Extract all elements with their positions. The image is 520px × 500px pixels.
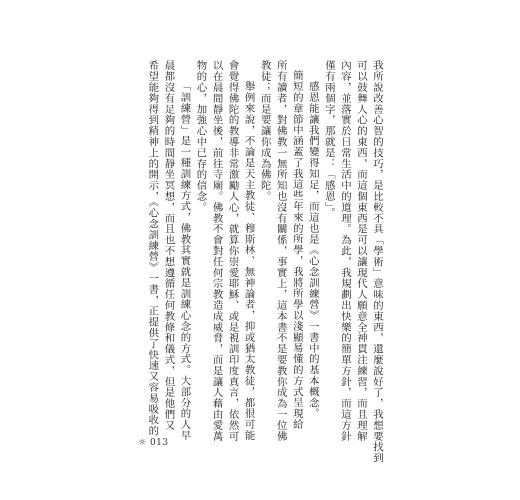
text-column: 僅有兩個字，那就是：「感恩」。 [322, 60, 335, 219]
text-column: 我所說改善心智的技巧，是比較不具「學術」意味的東西，還麼說好了，我想要找到 [371, 60, 383, 464]
text-column: 教徒；而是要讓你成為佛陀。 [258, 60, 271, 202]
page-footer [138, 438, 169, 448]
text-column: 感恩能讓我們變得知足，而這也是《心念訓練營》一書中的基本概念。 [306, 81, 319, 419]
text-column: 「訓練營」是一種訓練方式，佛教其實就是訓練心念的方式。大部分的人早 [178, 81, 191, 441]
text-column: 內容，並落實於日常生活中的道理。為此，我規劃出快樂的簡單方針，而這方針 [338, 60, 351, 442]
text-column: 晨都沒有足夠的時間靜坐冥想，而且也不想遵循任何教條和儀式，但是他們又 [162, 60, 175, 431]
text-column: 會覺得佛陀的教導非常激勵人心，就算你崇愛耶穌、或是視訓印度真言，依然可 [226, 60, 239, 442]
text-column: 以在晨間靜坐後，前往寺廟。佛教不會對任何宗教造成威脅，而是讓人藉由愛萬 [210, 60, 223, 442]
decorative-sun-icon: ☼ [138, 438, 147, 448]
text-column: 舉例來說，不論是天主教徒、穆斯林、無神論者，抑或猶太教徒，都很可能 [242, 81, 255, 441]
text-column: 物的心，加強心中已存的信念。 [194, 60, 207, 213]
text-column: 可以鼓舞人心的東西，而這個東西是可以讓現代人願意全神貫注練習，而且理解 [354, 60, 367, 442]
page-number: 013 [149, 438, 169, 448]
text-column: 所有讀者，對佛教一無所知也沒有關係，事實上，這本書不是要教你成為一位佛 [274, 60, 287, 442]
text-column: 希望能夠得到精神上的開示，《心念訓練營》一書，正提供了快速又容易吸收的 [146, 60, 159, 437]
text-column: 簡短的章節中涵蓋了我這些年來的所學，我將所學以淺顯易懂的方式呈現給 [290, 70, 303, 430]
